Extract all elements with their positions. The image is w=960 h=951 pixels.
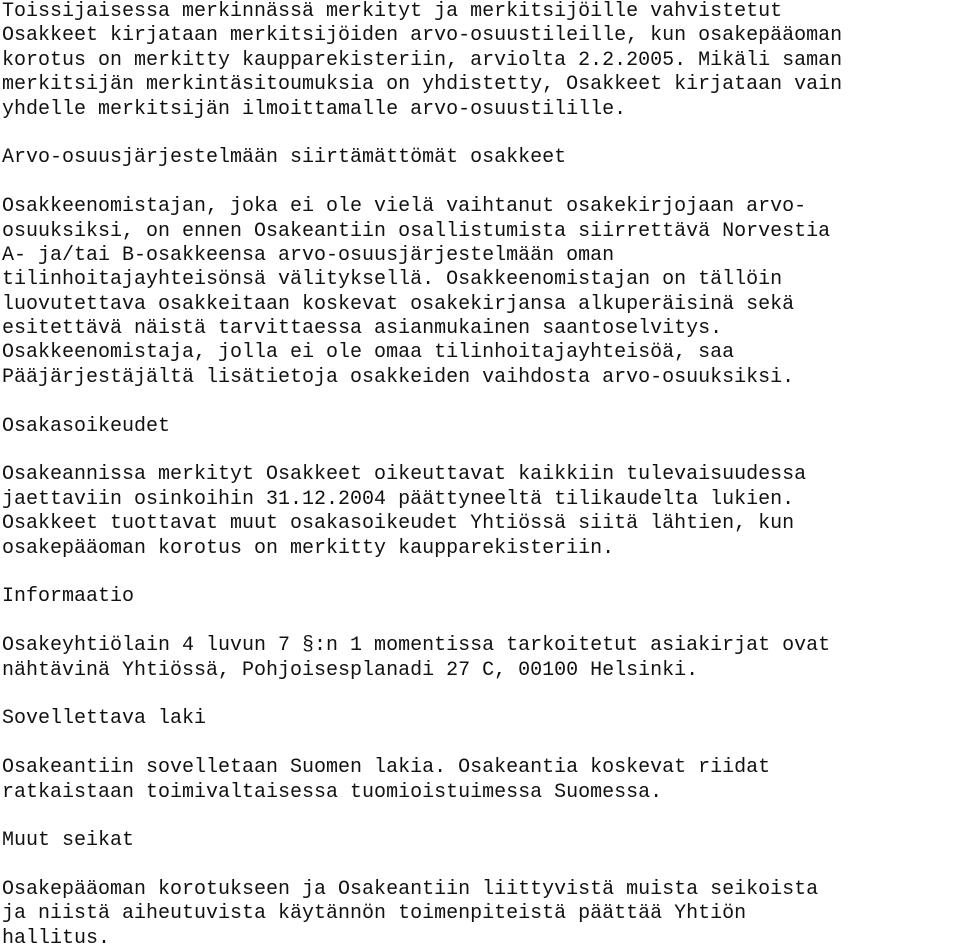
text-line: Osakkeet tuottavat muut osakasoikeudet Yhtiössä siitä lähtien, kun bbox=[2, 512, 795, 536]
section-heading-rights: Osakasoikeudet bbox=[2, 414, 171, 438]
text-line: esitettävä näistä tarvittaessa asianmukainen saantoselvitys. bbox=[2, 317, 723, 341]
paragraph-spacer bbox=[2, 683, 958, 707]
document-page bbox=[2, 0, 958, 951]
text-line: nähtävinä Yhtiössä, Pohjoisesplanadi 27 C, 00100 Helsinki. bbox=[2, 658, 699, 682]
text-line: Osakkeenomistajan, joka ei ole vielä vaihtanut osakekirjojaan arvo- bbox=[2, 195, 807, 219]
text-line: Osakkeet kirjataan merkitsijöiden arvo-osuustileille, kun osakepääoman bbox=[2, 24, 843, 48]
paragraph-spacer bbox=[2, 610, 958, 634]
section-heading-transfer: Arvo-osuusjärjestelmään siirtämättömät osakkeet bbox=[2, 146, 567, 170]
text-line: ratkaistaan toimivaltaisessa tuomioistuimessa Suomessa. bbox=[2, 780, 663, 804]
law-paragraph bbox=[2, 756, 958, 805]
paragraph-spacer bbox=[2, 732, 958, 756]
paragraph-spacer bbox=[2, 854, 958, 878]
text-line: tilinhoitajayhteisönsä välityksellä. Osakkeenomistajan on tällöin bbox=[2, 268, 783, 292]
text-line: yhdelle merkitsijän ilmoittamalle arvo-osuustilille. bbox=[2, 97, 627, 121]
text-line: hallitus. bbox=[2, 926, 111, 950]
paragraph-spacer bbox=[2, 805, 958, 829]
other-paragraph bbox=[2, 878, 958, 951]
text-line: Osakeyhtiölain 4 luvun 7 §:n 1 momentissa tarkoitetut asiakirjat ovat bbox=[2, 634, 831, 658]
text-line: ja niistä aiheutuvista käytännön toimenpiteistä päättää Yhtiön bbox=[2, 902, 747, 926]
section-heading-info: Informaatio bbox=[2, 585, 135, 609]
paragraph-spacer bbox=[2, 390, 958, 414]
text-line: Toissijaisessa merkinnässä merkityt ja merkitsijöille vahvistetut bbox=[2, 0, 783, 23]
paragraph-spacer bbox=[2, 122, 958, 146]
text-line: osuuksiksi, on ennen Osakeantiin osallistumista siirrettävä Norvestia bbox=[2, 219, 831, 243]
text-line: Pääjärjestäjältä lisätietoja osakkeiden vaihdosta arvo-osuuksiksi. bbox=[2, 365, 795, 389]
text-line: osakepääoman korotus on merkitty kaupparekisteriin. bbox=[2, 536, 615, 560]
section-heading-law: Sovellettava laki bbox=[2, 707, 207, 731]
text-line: Osakeannissa merkityt Osakkeet oikeuttavat kaikkiin tulevaisuudessa bbox=[2, 463, 807, 487]
text-line: luovutettava osakkeitaan koskevat osakekirjansa alkuperäisinä sekä bbox=[2, 292, 795, 316]
paragraph-spacer bbox=[2, 561, 958, 585]
info-paragraph bbox=[2, 634, 958, 683]
intro-paragraph bbox=[2, 0, 958, 122]
text-line: Osakeantiin sovelletaan Suomen lakia. Osakeantia koskevat riidat bbox=[2, 756, 771, 780]
rights-paragraph bbox=[2, 463, 958, 561]
section-heading-other: Muut seikat bbox=[2, 829, 135, 853]
text-line: Osakepääoman korotukseen ja Osakeantiin liittyvistä muista seikoista bbox=[2, 878, 819, 902]
text-line: korotus on merkitty kaupparekisteriin, arviolta 2.2.2005. Mikäli saman bbox=[2, 48, 843, 72]
text-line: merkitsijän merkintäsitoumuksia on yhdistetty, Osakkeet kirjataan vain bbox=[2, 73, 843, 97]
text-line: jaettaviin osinkoihin 31.12.2004 päättyneeltä tilikaudelta lukien. bbox=[2, 487, 795, 511]
text-line: A- ja/tai B-osakkeensa arvo-osuusjärjestelmään oman bbox=[2, 243, 615, 267]
text-line: Osakkeenomistaja, jolla ei ole omaa tilinhoitajayhteisöä, saa bbox=[2, 341, 735, 365]
paragraph-spacer bbox=[2, 439, 958, 463]
paragraph-spacer bbox=[2, 171, 958, 195]
transfer-paragraph bbox=[2, 195, 958, 390]
